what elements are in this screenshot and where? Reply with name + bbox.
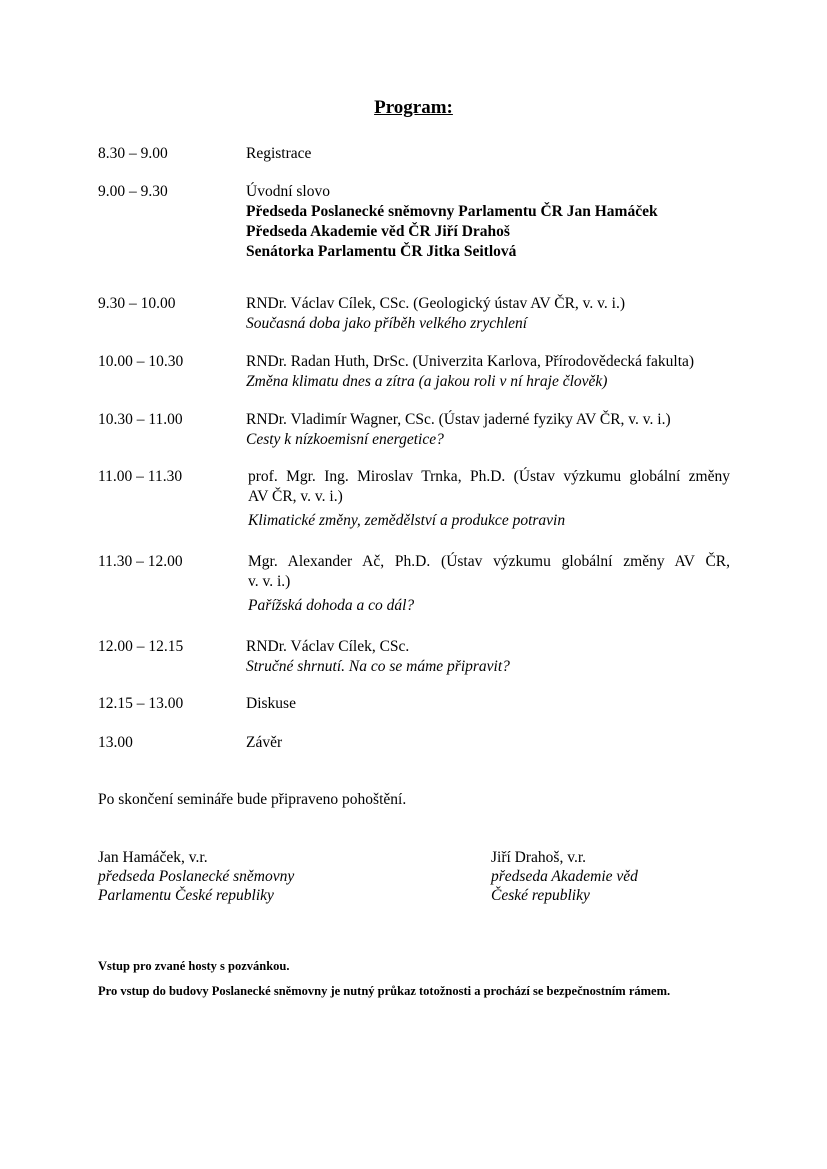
schedule-content	[246, 410, 730, 450]
schedule-content	[248, 467, 730, 531]
schedule-content	[246, 733, 730, 753]
schedule-item-text: RNDr. Václav Cílek, CSc. (Geologický ústav AV ČR, v. v. i.)	[246, 295, 626, 312]
closing-note: Po skončení semináře bude připraveno pohoštění.	[98, 791, 407, 808]
schedule-content	[246, 144, 730, 164]
schedule-item-text: RNDr. Václav Cílek, CSc.	[246, 638, 410, 655]
schedule-time: 10.00 – 10.30	[98, 353, 184, 370]
schedule-content	[246, 694, 730, 714]
security-note: Pro vstup do budovy Poslanecké sněmovny je nutný průkaz totožnosti a prochází se bezpečnostním rámem.	[98, 984, 671, 998]
schedule-time: 11.00 – 11.30	[98, 468, 183, 485]
schedule-content	[248, 552, 730, 616]
signature-right	[491, 848, 638, 905]
schedule-item-text: Úvodní slovo	[246, 183, 330, 200]
schedule-time: 9.00 – 9.30	[98, 183, 168, 200]
signature-role: Parlamentu České republiky	[98, 887, 274, 904]
schedule-time: 11.30 – 12.00	[98, 553, 183, 570]
schedule-time: 9.30 – 10.00	[98, 295, 176, 312]
schedule-time: 8.30 – 9.00	[98, 145, 168, 162]
schedule-item-text: RNDr. Vladimír Wagner, CSc. (Ústav jaderné fyziky AV ČR, v. v. i.)	[246, 411, 671, 428]
schedule-time: 13.00	[98, 734, 133, 751]
schedule-line: v. v. i.)	[248, 573, 291, 590]
talk-title: Klimatické změny, zemědělství a produkce potravin	[248, 512, 566, 529]
talk-title: Změna klimatu dnes a zítra (a jakou roli v ní hraje člověk)	[246, 373, 608, 390]
schedule-content	[246, 352, 730, 392]
talk-title: Stručné shrnutí. Na co se máme připravit?	[246, 658, 510, 675]
signature-left	[98, 848, 294, 905]
speaker-name: Předseda Poslanecké sněmovny Parlamentu ČR Jan Hamáček	[246, 203, 658, 220]
schedule-item-text: Mgr. Alexander Ač, Ph.D. (Ústav výzkumu globální změny AV ČR,	[248, 553, 730, 570]
signature-name: Jiří Drahoš, v.r.	[491, 849, 586, 866]
schedule-time: 12.00 – 12.15	[98, 638, 184, 655]
signature-role: předseda Poslanecké sněmovny	[98, 868, 295, 885]
page-title: Program:	[374, 97, 453, 118]
signature-name: Jan Hamáček, v.r.	[98, 849, 208, 866]
talk-title: Pařížská dohoda a co dál?	[248, 597, 415, 614]
talk-title: Současná doba jako příběh velkého zrychlení	[246, 315, 528, 332]
schedule-line: AV ČR, v. v. i.)	[248, 488, 343, 505]
talk-title: Cesty k nízkoemisní energetice?	[246, 431, 444, 448]
speaker-name: Předseda Akademie věd ČR Jiří Drahoš	[246, 223, 510, 240]
schedule-content	[246, 637, 730, 677]
schedule-content	[246, 182, 730, 262]
entry-note: Vstup pro zvané hosty s pozvánkou.	[98, 959, 290, 973]
schedule-item-text: Závěr	[246, 734, 283, 751]
schedule-item-text: RNDr. Radan Huth, DrSc. (Univerzita Karlova, Přírodovědecká fakulta)	[246, 353, 695, 370]
schedule-item-text: prof. Mgr. Ing. Miroslav Trnka, Ph.D. (Ústav výzkumu globální změny	[248, 468, 730, 485]
schedule-time: 12.15 – 13.00	[98, 695, 184, 712]
signature-role: předseda Akademie věd	[491, 868, 638, 885]
speaker-name: Senátorka Parlamentu ČR Jitka Seitlová	[246, 243, 517, 260]
schedule-content	[246, 294, 730, 334]
schedule-time: 10.30 – 11.00	[98, 411, 183, 428]
schedule-item-text: Diskuse	[246, 695, 296, 712]
signature-role: České republiky	[491, 887, 590, 904]
schedule-item-text: Registrace	[246, 145, 312, 162]
